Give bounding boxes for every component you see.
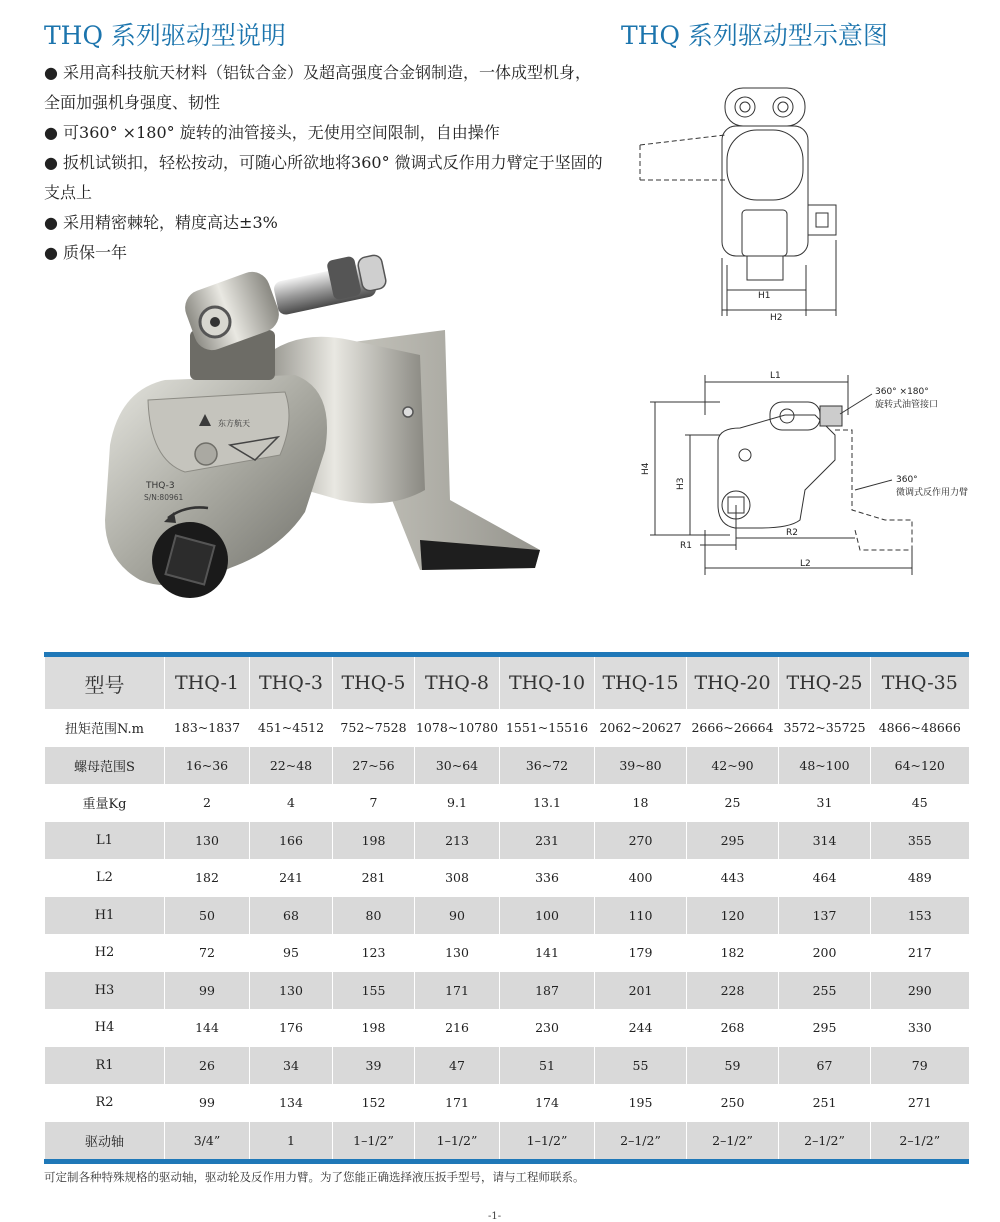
table-cell: 228 (687, 972, 779, 1010)
table-cell: 166 (250, 822, 333, 860)
feature-list (44, 58, 604, 268)
table-cell: 67 (779, 1047, 871, 1085)
row-label: H4 (45, 1009, 165, 1047)
table-cell: 268 (687, 1009, 779, 1047)
table-row (45, 747, 969, 785)
dim-label-h3: H3 (676, 477, 686, 490)
table-cell: 489 (871, 859, 969, 897)
table-cell: 198 (333, 822, 415, 860)
note-arm-line1: 360° (896, 475, 918, 485)
dim-label-l1: L1 (770, 371, 781, 381)
table-cell: 144 (165, 1009, 250, 1047)
row-label: R2 (45, 1084, 165, 1122)
table-cell: 330 (871, 1009, 969, 1047)
screw-icon (403, 407, 413, 417)
dim-label-l2: L2 (800, 559, 811, 569)
table-body (45, 709, 969, 1162)
table-row (45, 1084, 969, 1122)
table-cell: 152 (333, 1084, 415, 1122)
table-cell: 18 (595, 784, 687, 822)
table-cell: 48~100 (779, 747, 871, 785)
table-cell: 171 (415, 972, 500, 1010)
table-cell: 45 (871, 784, 969, 822)
table-cell: 244 (595, 1009, 687, 1047)
table-cell: 39 (333, 1047, 415, 1085)
row-label: H3 (45, 972, 165, 1010)
row-label: 螺母范围S (45, 747, 165, 785)
brand-label: 东方航天 (218, 419, 250, 428)
note-arm-line2: 微调式反作用力臂 (896, 488, 969, 498)
table-cell: 13.1 (500, 784, 595, 822)
table-cell: 25 (687, 784, 779, 822)
table-cell: 1078~10780 (415, 709, 500, 747)
table-row (45, 1122, 969, 1162)
top-view-diagram (630, 80, 860, 330)
table-cell: 213 (415, 822, 500, 860)
row-label: H1 (45, 897, 165, 935)
table-cell: 42~90 (687, 747, 779, 785)
table-cell: 153 (871, 897, 969, 935)
table-cell: 270 (595, 822, 687, 860)
table-cell: 187 (500, 972, 595, 1010)
row-label: 重量Kg (45, 784, 165, 822)
table-cell: 2–1/2” (687, 1122, 779, 1162)
feature-item: ● 可360° ×180° 旋转的油管接头，无使用空间限制，自由操作 (44, 123, 500, 142)
table-row (45, 784, 969, 822)
table-cell: 198 (333, 1009, 415, 1047)
header-model: THQ-5 (333, 655, 415, 710)
table-cell: 182 (687, 934, 779, 972)
table-cell: 752~7528 (333, 709, 415, 747)
section-title-description: THQ 系列驱动型说明 (44, 21, 286, 50)
table-cell: 30~64 (415, 747, 500, 785)
table-cell: 27~56 (333, 747, 415, 785)
row-label: 驱动轴 (45, 1122, 165, 1162)
table-cell: 64~120 (871, 747, 969, 785)
table-cell: 295 (779, 1009, 871, 1047)
table-row (45, 859, 969, 897)
dim-label-h1: H1 (758, 291, 771, 301)
table-cell: 16~36 (165, 747, 250, 785)
table-row (45, 709, 969, 747)
section-title-diagram: THQ 系列驱动型示意图 (621, 21, 888, 50)
side-view-diagram (640, 370, 990, 590)
table-cell: 4866~48666 (871, 709, 969, 747)
table-cell: 200 (779, 934, 871, 972)
table-cell: 250 (687, 1084, 779, 1122)
table-cell: 79 (871, 1047, 969, 1085)
table-cell: 22~48 (250, 747, 333, 785)
header-model: THQ-20 (687, 655, 779, 710)
table-cell: 137 (779, 897, 871, 935)
table-cell: 134 (250, 1084, 333, 1122)
row-label: R1 (45, 1047, 165, 1085)
dim-label-r2: R2 (786, 528, 798, 538)
table-cell: 231 (500, 822, 595, 860)
table-cell: 3/4” (165, 1122, 250, 1162)
page-number: -1- (488, 1211, 502, 1222)
table-cell: 179 (595, 934, 687, 972)
table-cell: 55 (595, 1047, 687, 1085)
table-cell: 59 (687, 1047, 779, 1085)
table-cell: 4 (250, 784, 333, 822)
header-model: THQ-10 (500, 655, 595, 710)
table-cell: 314 (779, 822, 871, 860)
table-cell: 95 (250, 934, 333, 972)
table-cell: 174 (500, 1084, 595, 1122)
table-cell: 2666~26664 (687, 709, 779, 747)
table-cell: 130 (165, 822, 250, 860)
table-cell: 130 (250, 972, 333, 1010)
feature-item: ● 扳机试锁扣，轻松按动，可随心所欲地将360° 微调式反作用力臂定于坚固的支点上 (44, 153, 603, 202)
spec-table (44, 652, 969, 1164)
table-cell: 1 (250, 1122, 333, 1162)
table-cell: 251 (779, 1084, 871, 1122)
dim-label-h2: H2 (770, 313, 783, 323)
header-corner: 型号 (45, 655, 165, 710)
header-model: THQ-3 (250, 655, 333, 710)
table-cell: 31 (779, 784, 871, 822)
model-engraving: THQ-3 (146, 481, 175, 491)
table-cell: 80 (333, 897, 415, 935)
table-cell: 39~80 (595, 747, 687, 785)
header-model: THQ-1 (165, 655, 250, 710)
table-cell: 155 (333, 972, 415, 1010)
table-cell: 1–1/2” (333, 1122, 415, 1162)
product-photo (90, 250, 560, 620)
table-cell: 281 (333, 859, 415, 897)
table-cell: 171 (415, 1084, 500, 1122)
table-cell: 34 (250, 1047, 333, 1085)
table-cell: 99 (165, 972, 250, 1010)
header-model: THQ-25 (779, 655, 871, 710)
table-cell: 26 (165, 1047, 250, 1085)
table-cell: 2062~20627 (595, 709, 687, 747)
table-cell: 195 (595, 1084, 687, 1122)
trigger-button-icon (195, 443, 217, 465)
serial-engraving: S/N:80961 (144, 493, 184, 502)
table-cell: 72 (165, 934, 250, 972)
row-label: L2 (45, 859, 165, 897)
table-cell: 100 (500, 897, 595, 935)
table-cell: 110 (595, 897, 687, 935)
table-cell: 47 (415, 1047, 500, 1085)
table-cell: 230 (500, 1009, 595, 1047)
table-cell: 451~4512 (250, 709, 333, 747)
table-cell: 443 (687, 859, 779, 897)
table-cell: 123 (333, 934, 415, 972)
table-cell: 308 (415, 859, 500, 897)
table-cell: 295 (687, 822, 779, 860)
table-row (45, 934, 969, 972)
dim-label-r1: R1 (680, 541, 692, 551)
table-cell: 1551~15516 (500, 709, 595, 747)
table-cell: 241 (250, 859, 333, 897)
table-cell: 290 (871, 972, 969, 1010)
row-label: 扭矩范围N.m (45, 709, 165, 747)
table-cell: 400 (595, 859, 687, 897)
header-model: THQ-8 (415, 655, 500, 710)
table-cell: 355 (871, 822, 969, 860)
table-row (45, 972, 969, 1010)
table-cell: 183~1837 (165, 709, 250, 747)
table-cell: 99 (165, 1084, 250, 1122)
note-swivel-line2: 旋转式油管接口 (875, 400, 939, 410)
table-header-row (45, 655, 969, 710)
table-cell: 68 (250, 897, 333, 935)
table-cell: 90 (415, 897, 500, 935)
table-cell: 2–1/2” (779, 1122, 871, 1162)
table-cell: 255 (779, 972, 871, 1010)
table-cell: 9.1 (415, 784, 500, 822)
footnote: 可定制各种特殊规格的驱动轴，驱动轮及反作用力臂。为了您能正确选择液压扳手型号，请与工程师联系。 (44, 1170, 585, 1184)
table-cell: 130 (415, 934, 500, 972)
table-cell: 1–1/2” (500, 1122, 595, 1162)
feature-item: ● 采用高科技航天材料（铝钛合金）及超高强度合金钢制造，一体成型机身，全面加强机身强度、韧性 (44, 63, 592, 112)
feature-item: ● 质保一年 (44, 243, 128, 262)
table-row (45, 1047, 969, 1085)
table-cell: 176 (250, 1009, 333, 1047)
table-cell: 2–1/2” (871, 1122, 969, 1162)
table-cell: 336 (500, 859, 595, 897)
table-cell: 1–1/2” (415, 1122, 500, 1162)
table-cell: 51 (500, 1047, 595, 1085)
table-cell: 7 (333, 784, 415, 822)
table-cell: 217 (871, 934, 969, 972)
feature-item: ● 采用精密棘轮，精度高达±3% (44, 213, 278, 232)
header-model: THQ-15 (595, 655, 687, 710)
table-row (45, 822, 969, 860)
swivel-bolt-center-icon (210, 317, 220, 327)
table-cell: 2–1/2” (595, 1122, 687, 1162)
row-label: H2 (45, 934, 165, 972)
table-row (45, 1009, 969, 1047)
table-cell: 36~72 (500, 747, 595, 785)
row-label: L1 (45, 822, 165, 860)
table-cell: 216 (415, 1009, 500, 1047)
table-cell: 464 (779, 859, 871, 897)
table-cell: 141 (500, 934, 595, 972)
note-swivel-line1: 360° ×180° (875, 387, 929, 397)
table-cell: 50 (165, 897, 250, 935)
table-cell: 120 (687, 897, 779, 935)
table-cell: 182 (165, 859, 250, 897)
table-cell: 271 (871, 1084, 969, 1122)
dim-label-h4: H4 (641, 462, 651, 475)
header-model: THQ-35 (871, 655, 969, 710)
table-cell: 3572~35725 (779, 709, 871, 747)
table-cell: 2 (165, 784, 250, 822)
table-cell: 201 (595, 972, 687, 1010)
table-row (45, 897, 969, 935)
